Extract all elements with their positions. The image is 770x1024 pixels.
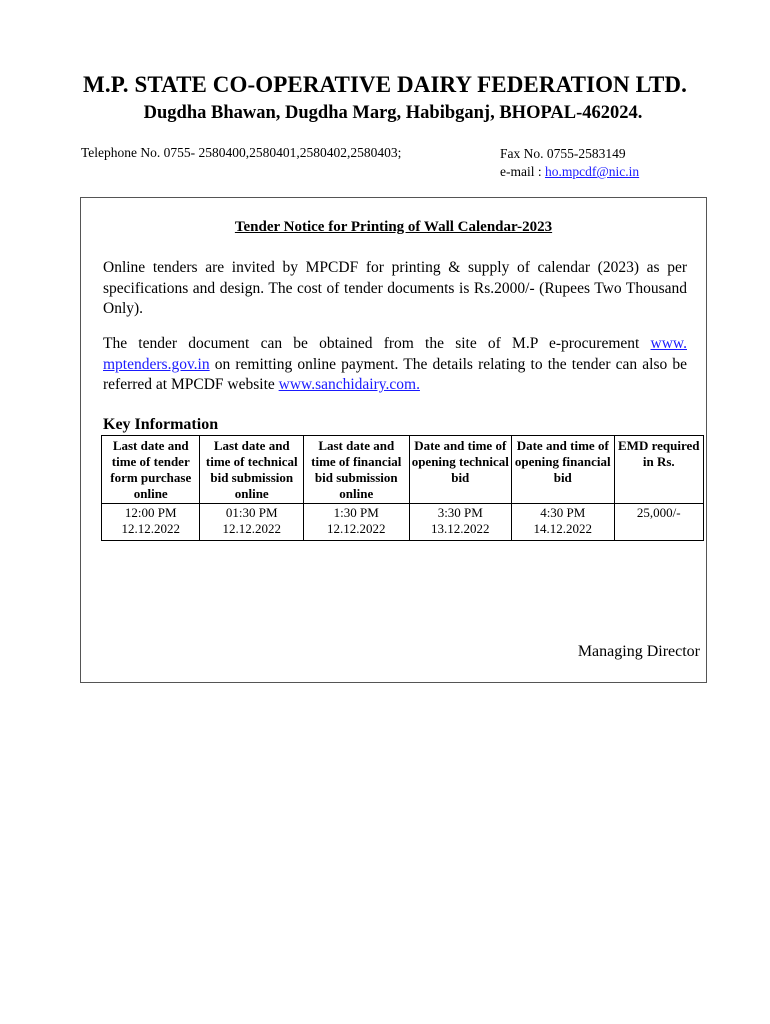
notice-paragraph-1: Online tenders are invited by MPCDF for printing & supply of calendar (2023) as per specifications and design. The cost of tender documents is Rs.2000/- (Rupees Two Thousand Only). <box>103 259 687 317</box>
fax-number: Fax No. 0755-2583149 <box>500 146 626 161</box>
email-line <box>500 163 639 181</box>
table-cell <box>614 504 703 541</box>
table-cell <box>102 504 200 541</box>
table-header-cell: Date and time of opening technical bid <box>409 436 512 504</box>
table-header-cell: EMD required in Rs. <box>614 436 703 504</box>
telephone-numbers: Telephone No. 0755- 2580400,2580401,2580402,2580403; <box>81 145 402 160</box>
table-header-row <box>102 436 704 504</box>
notice-title: Tender Notice for Printing of Wall Calendar-2023 <box>234 219 553 235</box>
key-information-table <box>101 435 704 541</box>
table-cell <box>512 504 615 541</box>
cell-date: 12.12.2022 <box>121 521 180 536</box>
cell-date: 13.12.2022 <box>431 521 490 536</box>
table-row <box>102 504 704 541</box>
cell-time: 1:30 PM <box>333 505 379 520</box>
sanchidairy-link[interactable]: www.sanchidairy.com. <box>278 376 420 393</box>
cell-time: 12:00 PM <box>124 505 177 520</box>
organization-name: M.P. STATE CO-OPERATIVE DAIRY FEDERATION LTD. <box>83 72 687 97</box>
paragraph-2-text-2: on remitting online payment. The details relating to the tender can also be referred at MPCDF website <box>103 355 687 393</box>
table-header-cell: Last date and time of tender form purchase online <box>102 436 200 504</box>
cell-time: 4:30 PM <box>540 505 586 520</box>
key-information-heading: Key Information <box>103 416 219 433</box>
table-cell <box>409 504 512 541</box>
notice-paragraph-2 <box>103 334 687 396</box>
organization-address: Dugdha Bhawan, Dugdha Marg, Habibganj, BHOPAL-462024. <box>143 103 643 123</box>
cell-time: 3:30 PM <box>437 505 483 520</box>
cell-date: 12.12.2022 <box>222 521 281 536</box>
table-header-cell: Date and time of opening financial bid <box>512 436 615 504</box>
email-link[interactable]: ho.mpcdf@nic.in <box>544 164 640 179</box>
signatory: Managing Director <box>577 643 700 660</box>
tender-notice-box <box>80 197 707 683</box>
cell-emd-amount: 25,000/- <box>636 505 681 520</box>
table-cell <box>200 504 304 541</box>
table-header-cell: Last date and time of financial bid submission online <box>304 436 410 504</box>
paragraph-2-text-1: The tender document can be obtained from the site of M.P e-procurement <box>103 335 651 352</box>
table-cell <box>304 504 410 541</box>
contact-details <box>500 145 639 181</box>
cell-time: 01:30 PM <box>225 505 278 520</box>
mptenders-link[interactable]: www. mptenders.gov.in <box>103 335 687 373</box>
cell-date: 14.12.2022 <box>533 521 593 536</box>
cell-date: 12.12.2022 <box>327 521 386 536</box>
email-label: e-mail : <box>500 164 545 179</box>
table-header-cell: Last date and time of technical bid submission online <box>200 436 304 504</box>
